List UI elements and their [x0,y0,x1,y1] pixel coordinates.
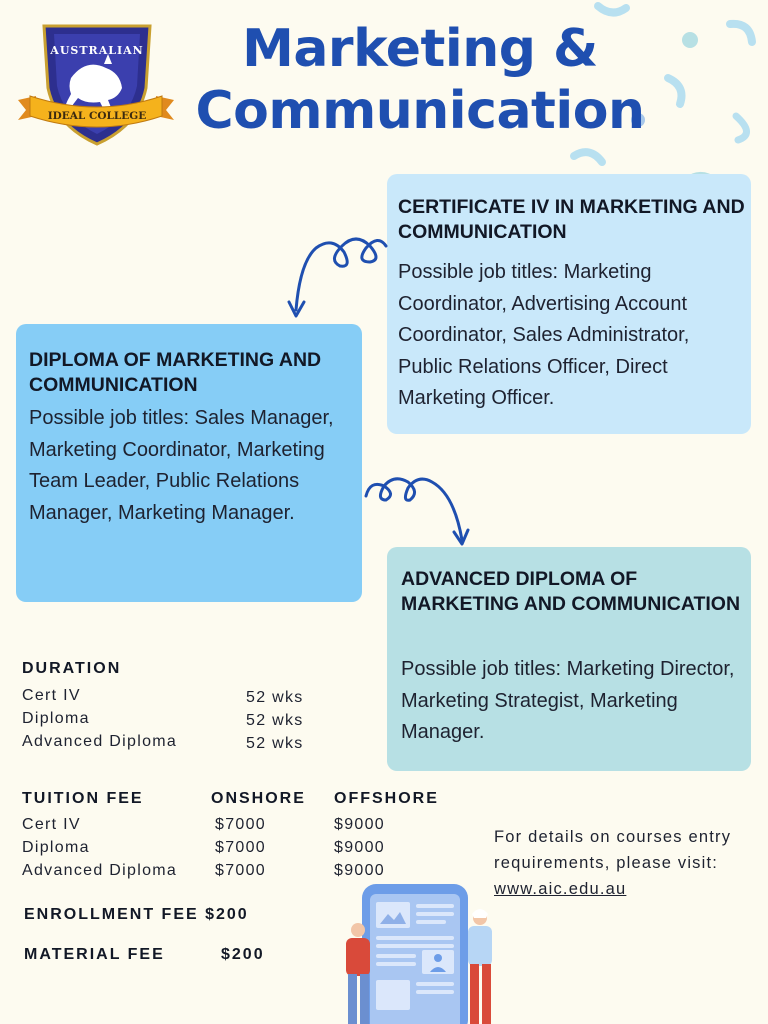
certificate-description: Possible job titles: Marketing Coordinator, Advertising Account Coordinator, Sales Administrator, Public Relations Officer, Direct Marketing Officer. [398,261,690,409]
offshore-fee: $9000 [334,839,385,856]
tuition-fee-label: TUITION FEE [22,790,144,807]
website-link[interactable]: www.aic.edu.au [494,880,627,898]
logo-banner-text: IDEAL COLLEGE [47,110,147,122]
title-line-2: Communication [195,81,645,141]
duration-value: 52 wks [246,712,304,729]
advanced-diploma-description: Possible job titles: Marketing Director, Marketing Strategist, Marketing Manager. [401,658,735,743]
page-title [180,18,660,142]
college-logo [16,18,176,148]
duration-course-name: Diploma [22,710,90,727]
material-fee-value: $200 [221,946,265,963]
onshore-fee-list [215,813,266,882]
advanced-diploma-title: ADVANCED DIPLOMA OF MARKETING AND COMMUNICATION [401,568,741,615]
duration-course-name: Advanced Diploma [22,733,178,750]
tuition-course-name: Diploma [22,839,90,856]
duration-course-list [22,684,177,753]
duration-value: 52 wks [246,689,304,706]
diploma-description: Possible job titles: Sales Manager, Marketing Coordinator, Marketing Team Leader, Public Relations Manager, Marketing Manager. [29,407,334,524]
curly-arrow-icon [282,232,392,324]
duration-course-name: Cert IV [22,687,81,704]
onshore-label: ONSHORE [211,790,306,807]
offshore-fee: $9000 [334,816,385,833]
people-phone-illustration-icon [336,878,502,1024]
material-fee-label: MATERIAL FEE [24,946,165,963]
onshore-fee: $7000 [215,862,266,879]
tuition-course-list [22,813,177,882]
onshore-fee: $7000 [215,839,266,856]
offshore-label: OFFSHORE [334,790,439,807]
tuition-course-name: Cert IV [22,816,81,833]
curly-arrow-icon [360,470,472,550]
tuition-course-name: Advanced Diploma [22,862,178,879]
details-note [494,824,762,902]
details-text: For details on courses entry requirements, please visit: [494,828,732,872]
kangaroo-shield-logo-icon [16,18,176,148]
duration-value-list [246,686,304,755]
certificate-title: CERTIFICATE IV IN MARKETING AND COMMUNICATION [398,196,745,243]
onshore-fee: $7000 [215,816,266,833]
offshore-fee-list [334,813,385,882]
logo-top-text: AUSTRALIAN [50,44,144,57]
duration-label: DURATION [22,660,122,677]
title-line-1: Marketing & [242,19,598,79]
offshore-fee: $9000 [334,862,385,879]
duration-value: 52 wks [246,735,304,752]
diploma-title: DIPLOMA OF MARKETING AND COMMUNICATION [29,349,322,396]
enrollment-fee: ENROLLMENT FEE $200 [24,906,249,923]
